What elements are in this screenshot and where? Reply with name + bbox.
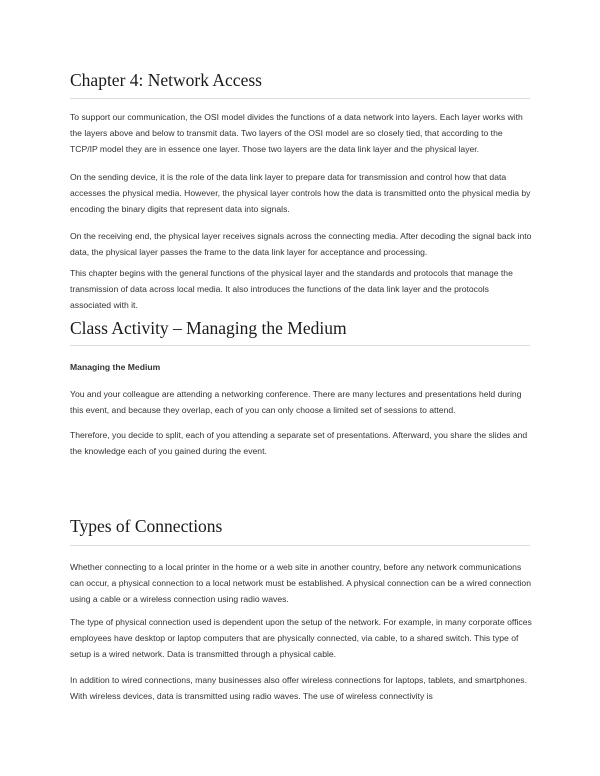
activity-subheading: Managing the Medium bbox=[70, 362, 161, 372]
activity-title: Class Activity – Managing the Medium bbox=[70, 318, 347, 338]
chapter-title-rule bbox=[70, 98, 530, 99]
connections-title: Types of Connections bbox=[70, 516, 223, 536]
connections-title-rule bbox=[70, 545, 530, 546]
chapter-paragraph-3: On the receiving end, the physical layer receives signals across the connecting media. After decoding the signal back into data, the physical layer passes the frame to the data link layer for acceptance and processing. bbox=[70, 231, 532, 257]
connections-paragraph-1: Whether connecting to a local printer in the home or a web site in another country, before any network communications can occur, a physical connection to a local network must be established. A physical connection can be a wired connection using a cable or a wireless connection using radio waves. bbox=[70, 562, 531, 604]
chapter-paragraph-1: To support our communication, the OSI model divides the functions of a data network into layers. Each layer works with the layers above and below to transmit data. Two layers of the OSI model are so closely tied, that according to the TCP/IP model they are in essence one layer. Those two layers are the data link layer and the physical layer. bbox=[70, 112, 523, 154]
chapter-title: Chapter 4: Network Access bbox=[70, 70, 262, 90]
chapter-paragraph-2: On the sending device, it is the role of the data link layer to prepare data for transmission and control how that data accesses the physical media. However, the physical layer controls how the data is transmitted onto the physical media by encoding the binary digits that represent data into signals. bbox=[70, 172, 531, 214]
connections-paragraph-2: The type of physical connection used is dependent upon the setup of the network. For example, in many corporate offices employees have desktop or laptop computers that are physically connected, via cable, to a shared switch. This type of setup is a wired network. Data is transmitted through a physical cable. bbox=[70, 617, 532, 659]
activity-paragraph-2: Therefore, you decide to split, each of you attending a separate set of presentations. Afterward, you share the slides and the knowledge each of you gained during the event. bbox=[70, 430, 528, 456]
activity-paragraph-1: You and your colleague are attending a networking conference. There are many lectures and presentations held during this event, and because they overlap, each of you can only choose a limited set of sessions to attend. bbox=[70, 389, 522, 415]
connections-paragraph-3: In addition to wired connections, many businesses also offer wireless connections for laptops, tablets, and smartphones. With wireless devices, data is transmitted using radio waves. The use of wireless connectivity is bbox=[70, 675, 527, 701]
activity-title-rule bbox=[70, 345, 530, 346]
chapter-paragraph-4: This chapter begins with the general functions of the physical layer and the standards and protocols that manage the transmission of data across local media. It also introduces the functions of the data link layer and the protocols associated with it. bbox=[70, 268, 513, 310]
